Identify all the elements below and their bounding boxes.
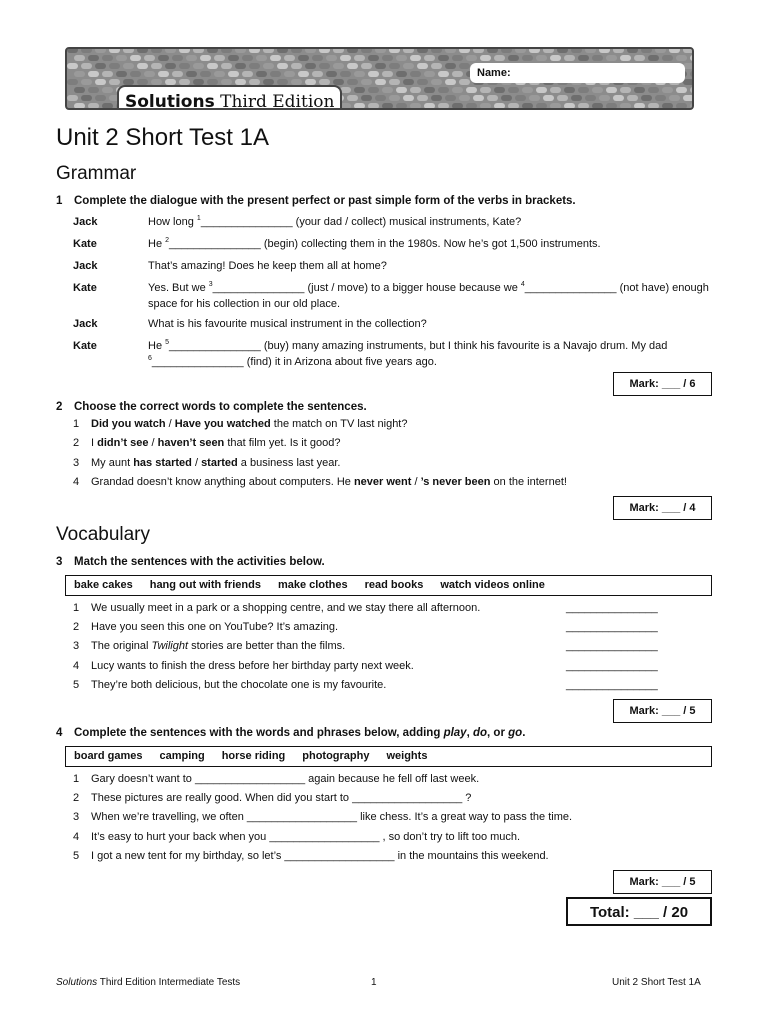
item-text: My aunt has started / started a business last year.	[91, 457, 341, 469]
q2-text: Choose the correct words to complete the sentences.	[74, 401, 367, 413]
brand-bold: Solutions	[125, 92, 215, 110]
item-number: 5	[73, 679, 80, 691]
item-text: We usually meet in a park or a shopping centre, and we stay there all afternoon.	[91, 602, 481, 614]
list-item	[73, 811, 713, 823]
list-item	[73, 660, 713, 672]
grammar-heading: Grammar	[56, 163, 137, 184]
footer-left	[56, 977, 240, 988]
dialogue-text: He $^5$_______________ (buy) many amazing instruments, but I think his favourite is a Navajo drum. My dad $^6$_______________ (find) it in Arizona about five years ago.	[148, 339, 668, 368]
name-label: Name:	[477, 67, 511, 79]
list-item	[73, 621, 713, 633]
list-item	[73, 850, 713, 862]
q1-instruction	[56, 195, 576, 207]
item-number: 3	[73, 640, 80, 652]
speaker-name: Jack	[73, 216, 98, 228]
list-item	[73, 773, 713, 785]
list-item	[73, 457, 713, 469]
item-number: 4	[73, 831, 80, 843]
q4-number: 4	[56, 727, 63, 739]
answer-blank[interactable]: _______________	[566, 679, 658, 691]
q4-word-box	[65, 746, 712, 767]
item-text: Gary doesn’t want to __________________ again because he fell off last week.	[91, 773, 480, 785]
list-item	[73, 679, 713, 691]
item-number: 4	[73, 476, 80, 488]
item-text: Did you watch / Have you watched the match on TV last night?	[91, 418, 408, 430]
item-text: It’s easy to hurt your back when you __________________ , so don’t try to lift too much.	[91, 831, 521, 843]
item-number: 3	[73, 457, 80, 469]
item-text: I got a new tent for my birthday, so let’s __________________ in the mountains this weekend.	[91, 850, 549, 862]
item-number: 4	[73, 660, 80, 672]
answer-blank[interactable]: _______________	[566, 602, 658, 614]
item-number: 1	[73, 418, 80, 430]
dialogue-text: How long $^1$_______________ (your dad / collect) musical instruments, Kate?	[148, 215, 522, 228]
page-title: Unit 2 Short Test 1A	[56, 124, 269, 151]
q2-instruction	[56, 401, 367, 413]
item-text: Grandad doesn’t know anything about computers. He never went / ’s never been on the internet!	[91, 476, 567, 488]
speaker-name: Kate	[73, 238, 97, 250]
item-number: 2	[73, 621, 80, 633]
dialogue-text: That’s amazing! Does he keep them all at home?	[148, 260, 387, 272]
q4-text: Complete the sentences with the words and phrases below, adding play, do, or go.	[74, 727, 526, 739]
speaker-name: Jack	[73, 260, 98, 272]
item-text: Lucy wants to finish the dress before her birthday party next week.	[91, 660, 414, 672]
word-option: bake cakes	[74, 579, 133, 591]
word-option: photography	[302, 750, 370, 762]
q1-text: Complete the dialogue with the present perfect or past simple form of the verbs in brackets.	[74, 195, 576, 207]
total-score: Total: ___ / 20	[566, 897, 712, 926]
q2-mark: Mark: ___ / 4	[613, 496, 712, 520]
item-number: 1	[73, 773, 80, 785]
item-number: 2	[73, 437, 80, 449]
item-number: 2	[73, 792, 80, 804]
footer-left-italic: Solutions	[56, 977, 98, 988]
vocabulary-heading: Vocabulary	[56, 524, 151, 545]
answer-blank[interactable]: _______________	[566, 660, 658, 672]
q4-instruction	[56, 727, 525, 739]
footer-right: Unit 2 Short Test 1A	[612, 977, 701, 988]
q1-number: 1	[56, 195, 63, 207]
item-text: When we’re travelling, we often __________________ like chess. It’s a great way to pass the time.	[91, 811, 573, 823]
list-item	[73, 792, 713, 804]
list-item	[73, 476, 713, 488]
word-option: weights	[386, 750, 428, 762]
q3-instruction	[56, 556, 325, 568]
dialogue-text: Yes. But we $^3$_______________ (just / move) to a bigger house because we $^4$_______________ (not have) enough space for his collection in our old place.	[148, 281, 709, 310]
q4-mark: Mark: ___ / 5	[613, 870, 712, 894]
dialogue-text: He $^2$_______________ (begin) collecting them in the 1980s. Now he’s got 1,500 instruments.	[148, 237, 601, 250]
item-number: 5	[73, 850, 80, 862]
item-text: I didn’t see / haven’t seen that film yet. Is it good?	[91, 437, 341, 449]
word-option: make clothes	[277, 579, 348, 591]
list-item	[73, 437, 713, 449]
item-text: Have you seen this one on YouTube? It’s amazing.	[91, 621, 339, 633]
q2-number: 2	[56, 401, 63, 413]
q3-mark: Mark: ___ / 5	[613, 699, 712, 723]
item-text: These pictures are really good. When did you start to __________________ ?	[91, 792, 472, 804]
item-text: They’re both delicious, but the chocolate one is my favourite.	[91, 679, 387, 691]
footer-left-rest: Third Edition Intermediate Tests	[97, 977, 241, 988]
word-option: horse riding	[221, 750, 286, 762]
brand-logo	[117, 85, 342, 110]
list-item	[73, 602, 713, 614]
word-option: watch videos online	[440, 579, 545, 591]
header-banner	[65, 47, 694, 110]
dialogue-text: What is his favourite musical instrument in the collection?	[148, 318, 427, 330]
item-number: 3	[73, 811, 80, 823]
answer-blank[interactable]: _______________	[566, 640, 658, 652]
list-item	[73, 418, 713, 430]
q3-number: 3	[56, 556, 63, 568]
list-item	[73, 831, 713, 843]
brand-rest: Third Edition	[214, 92, 335, 110]
speaker-name: Kate	[73, 340, 97, 352]
q3-word-box	[65, 575, 712, 596]
word-option: read books	[364, 579, 424, 591]
speaker-name: Jack	[73, 318, 98, 330]
list-item	[73, 640, 713, 652]
name-field[interactable]	[470, 63, 685, 83]
q3-text: Match the sentences with the activities below.	[74, 556, 325, 568]
item-text: The original Twilight stories are better than the films.	[91, 640, 346, 652]
item-number: 1	[73, 602, 80, 614]
word-option: camping	[159, 750, 205, 762]
footer-page-number: 1	[371, 977, 377, 988]
speaker-name: Kate	[73, 282, 97, 294]
word-option: hang out with friends	[149, 579, 261, 591]
answer-blank[interactable]: _______________	[566, 621, 658, 633]
q1-mark: Mark: ___ / 6	[613, 372, 712, 396]
word-option: board games	[74, 750, 143, 762]
